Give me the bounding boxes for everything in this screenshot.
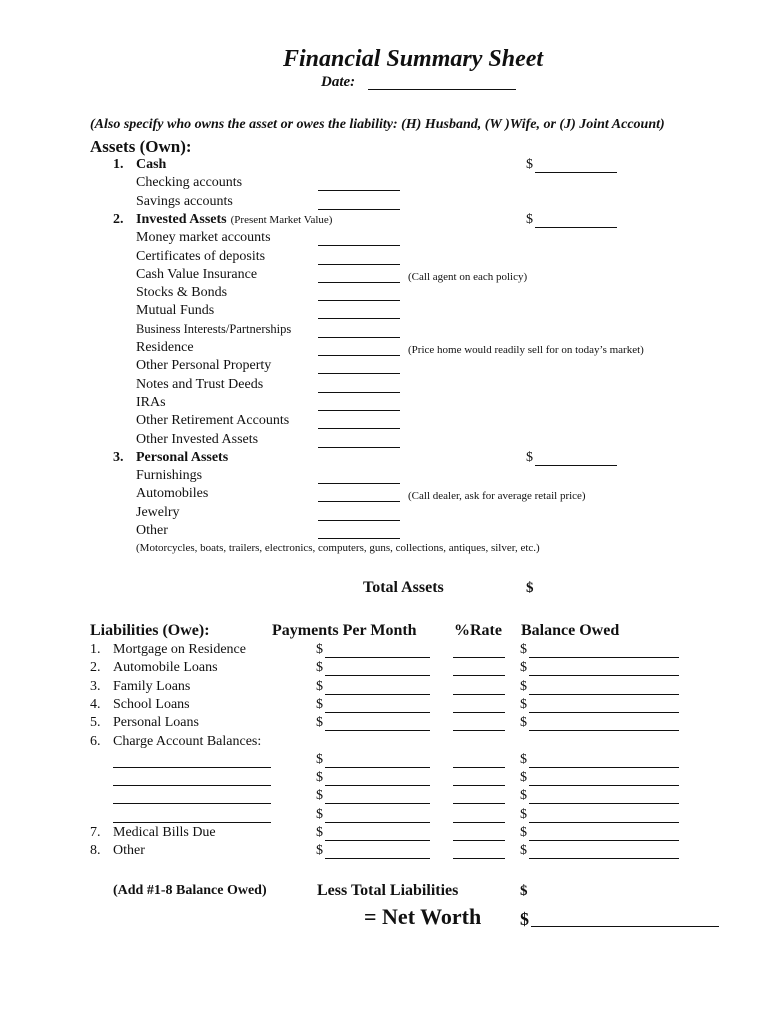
asset-item-field[interactable] — [318, 355, 400, 356]
asset-item-field[interactable] — [318, 447, 400, 448]
asset-item-note: (Call dealer, ask for average retail price) — [408, 490, 586, 503]
asset-item-field[interactable] — [318, 209, 400, 210]
payment-currency: $ — [316, 806, 323, 822]
asset-item-field[interactable] — [318, 318, 400, 319]
section-total-currency: $ — [526, 449, 533, 465]
rate-field[interactable] — [453, 675, 505, 676]
asset-item-field[interactable] — [318, 501, 400, 502]
rate-field[interactable] — [453, 730, 505, 731]
liability-number: 5. — [90, 715, 101, 731]
section-number: 2. — [113, 211, 124, 227]
balance-column-header: Balance Owed — [521, 622, 620, 639]
asset-item-label: Mutual Funds — [136, 303, 215, 319]
section-title: Cash — [136, 157, 167, 172]
payment-field[interactable] — [325, 858, 430, 859]
payment-currency: $ — [316, 678, 323, 694]
balance-currency: $ — [520, 660, 527, 676]
asset-item-label: Other Personal Property — [136, 358, 272, 374]
asset-item-field[interactable] — [318, 428, 400, 429]
page-title: Financial Summary Sheet — [283, 46, 544, 72]
other-assets-note: (Motorcycles, boats, trailers, electronics, computers, guns, collections, antiques, silver, etc.) — [136, 542, 540, 555]
payment-field[interactable] — [325, 675, 430, 676]
payment-field[interactable] — [325, 785, 430, 786]
balance-currency: $ — [520, 825, 527, 840]
liability-label: Automobile Loans — [113, 660, 218, 676]
liability-number: 3. — [90, 678, 101, 694]
payment-currency: $ — [316, 825, 323, 840]
asset-item-field[interactable] — [318, 264, 400, 265]
asset-item-label: Checking accounts — [136, 175, 243, 191]
asset-item-label: Other Invested Assets — [136, 431, 259, 447]
asset-item-label: Furnishings — [136, 468, 203, 484]
asset-item-label: Jewelry — [136, 504, 180, 520]
rate-field[interactable] — [453, 767, 505, 768]
balance-currency: $ — [520, 696, 527, 712]
liability-label: Other — [113, 843, 145, 859]
payment-currency: $ — [316, 770, 323, 786]
balance-field[interactable] — [529, 822, 679, 823]
date-label: Date: — [321, 74, 356, 90]
liability-number: 2. — [90, 660, 101, 676]
balance-field[interactable] — [529, 730, 679, 731]
rate-field[interactable] — [453, 657, 505, 658]
section-total-currency: $ — [526, 211, 533, 227]
asset-item-note: (Price home would readily sell for on today’s market) — [408, 344, 644, 356]
asset-item-field[interactable] — [318, 300, 400, 301]
balance-currency: $ — [520, 751, 527, 767]
balance-currency: $ — [520, 806, 527, 822]
asset-item-label: Savings accounts — [136, 193, 233, 209]
section-total-field[interactable] — [535, 465, 617, 466]
asset-item-field[interactable] — [318, 483, 400, 484]
net-worth-currency: $ — [520, 909, 529, 929]
payment-currency: $ — [316, 843, 323, 859]
balance-currency: $ — [520, 715, 527, 731]
balance-currency: $ — [520, 642, 527, 657]
payment-currency: $ — [316, 642, 323, 657]
liability-label: Mortgage on Residence — [113, 642, 246, 657]
rate-field[interactable] — [453, 803, 505, 804]
add-balance-note: (Add #1-8 Balance Owed) — [113, 883, 267, 898]
rate-field[interactable] — [453, 785, 505, 786]
liabilities-heading: Liabilities (Owe): — [90, 622, 210, 639]
payment-field[interactable] — [325, 694, 430, 695]
section-total-field[interactable] — [535, 227, 617, 228]
net-worth-label: = Net Worth — [364, 904, 482, 929]
balance-field[interactable] — [529, 803, 679, 804]
asset-item-label: Other — [136, 523, 168, 538]
payment-field[interactable] — [325, 767, 430, 768]
asset-item-label: Automobiles — [136, 486, 209, 502]
asset-item-label: Residence — [136, 340, 194, 355]
asset-item-field[interactable] — [318, 373, 400, 374]
asset-item-label: Business Interests/Partnerships — [136, 321, 292, 336]
liability-number: 1. — [90, 642, 101, 657]
payment-field[interactable] — [325, 712, 430, 713]
rate-column-header: %Rate — [454, 622, 502, 639]
balance-field[interactable] — [529, 694, 679, 695]
balance-field[interactable] — [529, 858, 679, 859]
liability-label: Medical Bills Due — [113, 825, 216, 840]
asset-item-field[interactable] — [318, 392, 400, 393]
payments-column-header: Payments Per Month — [272, 622, 417, 639]
instruction-text: (Also specify who owns the asset or owes the liability: (H) Husband, (W )Wife, or (J) Joint Account) — [90, 117, 665, 132]
rate-field[interactable] — [453, 694, 505, 695]
payment-field[interactable] — [325, 803, 430, 804]
asset-item-label: Certificates of deposits — [136, 248, 266, 264]
payment-currency: $ — [316, 715, 323, 731]
asset-item-label: IRAs — [136, 394, 166, 410]
asset-item-label: Notes and Trust Deeds — [136, 376, 264, 392]
liability-label: Family Loans — [113, 678, 191, 694]
less-total-liabilities-currency: $ — [520, 883, 528, 899]
balance-field[interactable] — [529, 712, 679, 713]
balance-currency: $ — [520, 678, 527, 694]
balance-field[interactable] — [529, 675, 679, 676]
liability-number: 8. — [90, 843, 101, 859]
balance-field[interactable] — [529, 840, 679, 841]
section-total-field[interactable] — [535, 172, 617, 173]
payment-currency: $ — [316, 660, 323, 676]
rate-field[interactable] — [453, 858, 505, 859]
net-worth-field[interactable] — [531, 926, 719, 927]
assets-heading: Assets (Own): — [90, 137, 192, 156]
payment-currency: $ — [316, 696, 323, 712]
payment-currency: $ — [316, 751, 323, 767]
asset-item-field[interactable] — [318, 520, 400, 521]
liability-number: 4. — [90, 696, 101, 712]
rate-field[interactable] — [453, 822, 505, 823]
payment-currency: $ — [316, 788, 323, 804]
total-assets-label: Total Assets — [363, 579, 444, 596]
liability-label: Personal Loans — [113, 715, 199, 731]
rate-field[interactable] — [453, 840, 505, 841]
payment-field[interactable] — [325, 822, 430, 823]
rate-field[interactable] — [453, 712, 505, 713]
payment-field[interactable] — [325, 657, 430, 658]
asset-item-note: (Call agent on each policy) — [408, 270, 528, 283]
asset-item-field[interactable] — [318, 190, 400, 191]
section-title: Invested Assets (Present Market Value) — [136, 211, 333, 227]
balance-currency: $ — [520, 770, 527, 786]
asset-item-label: Cash Value Insurance — [136, 266, 258, 282]
balance-field[interactable] — [529, 767, 679, 768]
less-total-liabilities-label: Less Total Liabilities — [317, 882, 459, 899]
section-number: 1. — [113, 157, 124, 172]
charge-account-name-field[interactable] — [113, 785, 271, 786]
asset-item-field[interactable] — [318, 282, 400, 283]
balance-currency: $ — [520, 843, 527, 859]
balance-currency: $ — [520, 788, 527, 804]
total-assets-currency: $ — [526, 580, 534, 596]
payment-field[interactable] — [325, 730, 430, 731]
payment-field[interactable] — [325, 840, 430, 841]
charge-account-name-field[interactable] — [113, 767, 271, 768]
balance-field[interactable] — [529, 657, 679, 658]
date-field[interactable] — [368, 89, 516, 90]
section-title: Personal Assets — [136, 449, 229, 465]
charge-account-name-field[interactable] — [113, 803, 271, 804]
liability-number: 6. — [90, 733, 101, 749]
section-note: (Present Market Value) — [230, 213, 333, 226]
asset-item-label: Stocks & Bonds — [136, 285, 228, 301]
asset-item-field[interactable] — [318, 245, 400, 246]
balance-field[interactable] — [529, 785, 679, 786]
asset-item-field[interactable] — [318, 538, 400, 539]
liability-label: Charge Account Balances: — [113, 733, 262, 749]
section-total-currency: $ — [526, 157, 533, 172]
asset-item-field[interactable] — [318, 410, 400, 411]
asset-item-label: Other Retirement Accounts — [136, 413, 290, 429]
section-number: 3. — [113, 449, 124, 465]
asset-item-field[interactable] — [318, 337, 400, 338]
liability-label: School Loans — [113, 696, 190, 712]
charge-account-name-field[interactable] — [113, 822, 271, 823]
asset-item-label: Money market accounts — [136, 230, 271, 246]
liability-number: 7. — [90, 825, 101, 840]
